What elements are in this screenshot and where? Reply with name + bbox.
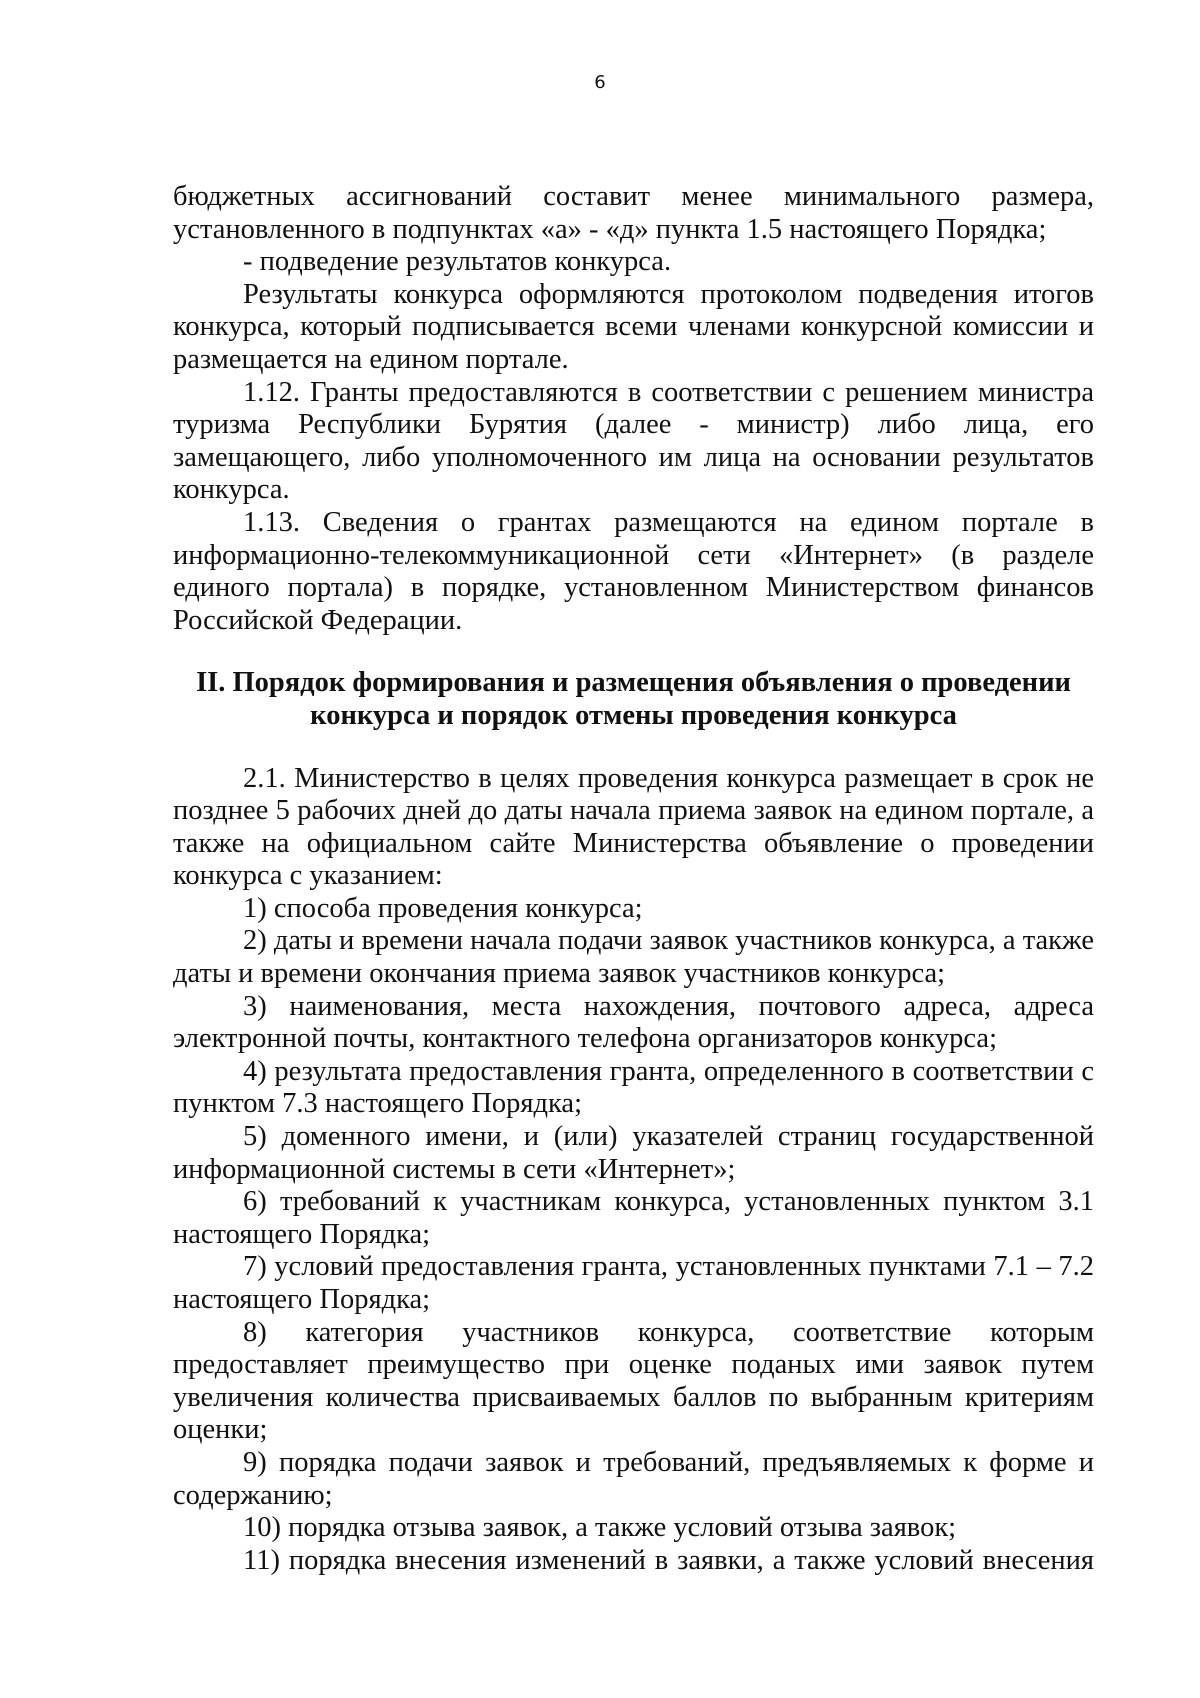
document-body [173, 181, 1094, 1577]
list-item-10: 10) порядка отзыва заявок, а также условий отзыва заявок; [243, 1512, 957, 1544]
paragraph-1-12: 1.12. Гранты предоставляются в соответствии с решением министра туризма Республики Бурятия (далее - министр) либо лица, его замещающего, либо уполномоченного им лица на основании результатов конкурса. [173, 376, 1094, 506]
list-item-6: 6) требований к участникам конкурса, установленных пунктом 3.1 настоящего Порядка; [173, 1186, 1094, 1250]
list-item-2: 2) даты и времени начала подачи заявок участников конкурса, а также даты и времени окончания приема заявок участников конкурса; [173, 925, 1094, 990]
page-number: 6 [594, 72, 606, 93]
list-item-7: 7) условий предоставления гранта, установленных пунктами 7.1 – 7.2 настоящего Порядка; [173, 1251, 1094, 1315]
list-item-8: 8) категория участников конкурса, соответствие которым предоставляет преимущество при оценке поданых ими заявок путем увеличения количества присваиваемых баллов по выбранным критериям оценки; [173, 1316, 1094, 1446]
list-item-9: 9) порядка подачи заявок и требований, предъявляемых к форме и содержанию; [173, 1446, 1094, 1511]
paragraph-results: Результаты конкурса оформляются протоколом подведения итогов конкурса, который подписывается всеми членами конкурсной комиссии и размещается на едином портале. [173, 278, 1094, 375]
list-item-5: 5) доменного имени, и (или) указателей страниц государственной информационной системы в сети «Интернет»; [173, 1121, 1094, 1185]
list-item-4: 4) результата предоставления гранта, определенного в соответствии с пунктом 7.3 настоящего Порядка; [173, 1055, 1094, 1120]
section-heading-II: II. Порядок формирования и размещения объявления о проведении конкурса и порядок отмены проведения конкурса [196, 667, 1071, 731]
list-item-11: 11) порядка внесения изменений в заявки, а также условий внесения [243, 1544, 1094, 1576]
paragraph-2-1: 2.1. Министерство в целях проведения конкурса размещает в срок не позднее 5 рабочих дней до даты начала приема заявок на едином портале, а также на официальном сайте Министерства объявление о проведении конкурса с указанием: [173, 762, 1094, 892]
list-item-1: 1) способа проведения конкурса; [243, 892, 643, 924]
paragraph-budget-continuation: бюджетных ассигнований составит менее минимального размера, установленного в подпунктах «а» - «д» пункта 1.5 настоящего Порядка; [173, 181, 1094, 245]
paragraph-summary-item: - подведение результатов конкурса. [243, 246, 672, 278]
list-item-3: 3) наименования, места нахождения, почтового адреса, адреса электронной почты, контактного телефона организаторов конкурса; [173, 990, 1094, 1055]
paragraph-1-13: 1.13. Сведения о грантах размещаются на едином портале в информационно-телекоммуникационной сети «Интернет» (в разделе единого портала) в порядке, установленном Министерством финансов Российской Федерации. [173, 506, 1094, 636]
